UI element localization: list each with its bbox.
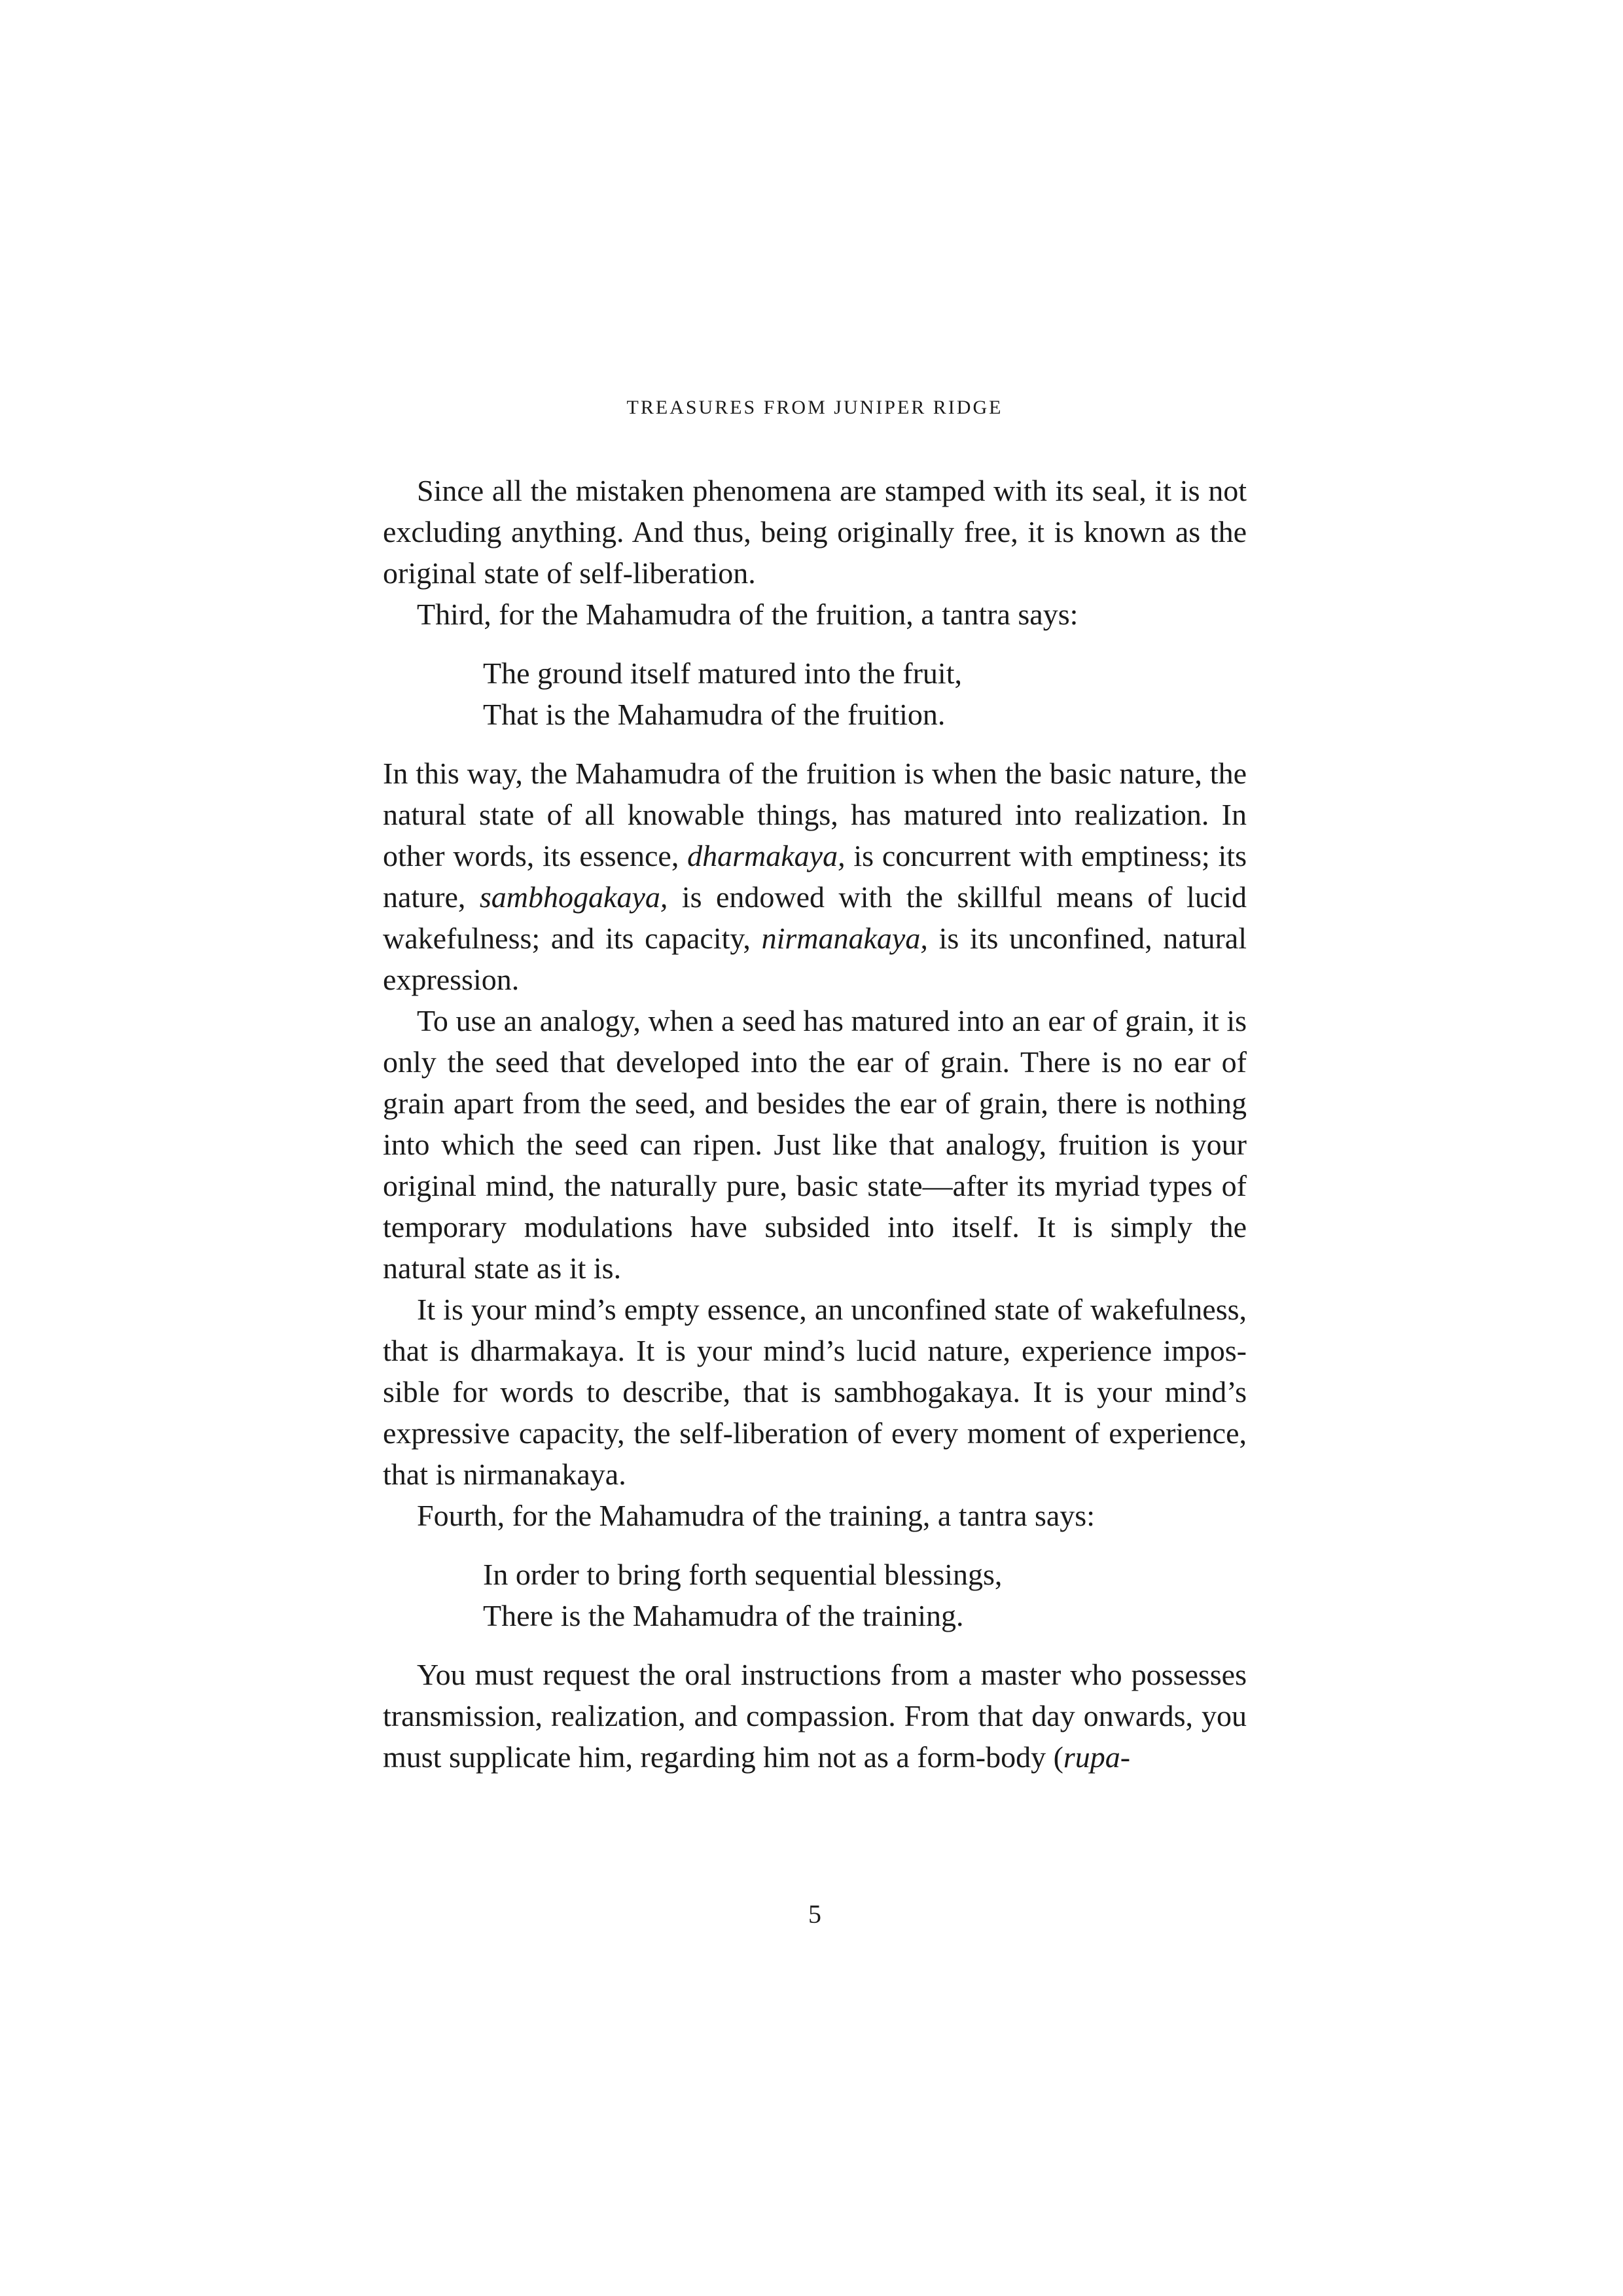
paragraph-3-text-4: is its unconfined, natural expression. [383,922,1247,996]
verse-quote-1 [483,653,1247,735]
term-rupa: rupa- [1063,1740,1131,1774]
paragraph-3-text-2: is concurrent with emptiness; its nature, [383,839,1247,914]
running-head: TREASURES FROM JUNIPER RIDGE [626,397,1003,418]
verse-1-line-2: That is the Mahamudra of the fruition. [483,698,946,731]
verse-2-line-1: In order to bring forth sequential blessings, [483,1558,1003,1591]
term-sambhogakaya: sambhogakaya, [479,880,668,914]
paragraph-2: Third, for the Mahamudra of the fruition, a tantra says: [417,598,1079,631]
paragraph-7 [383,1654,1247,1778]
paragraph-7-text-1: You must request the oral instructions from a master who possesses transmission, realization, and compassion. From that day onwards, you must supplicate him, regarding him not as a form-body ( [383,1658,1247,1774]
paragraph-3-text-3: is endowed with the skillful means of lucid wakefulness; and its capacity, [383,880,1247,955]
paragraph-3 [383,753,1247,1000]
paragraph-6: Fourth, for the Mahamudra of the training, a tantra says: [417,1499,1095,1532]
term-nirmanakaya: nirmanakaya, [761,922,928,955]
paragraph-1: Since all the mistaken phenomena are stamped with its seal, it is not excluding anything. And thus, being originally free, it is known as the original state of self-liberation. [383,474,1247,590]
paragraph-4: To use an analogy, when a seed has matured into an ear of grain, it is only the seed that developed into the ear of grain. There is no ear of grain apart from the seed, and besides the ear of grain, there is nothing into which the seed can ripen. Just like that analogy, fruition is your original mind, the naturally pure, basic state—after its myriad types of temporary modulations have subsided into itself. It is simply the natural state as it is. [383,1004,1247,1285]
body-text [383,470,1247,1778]
page-number: 5 [808,1899,821,1929]
verse-quote-2 [483,1554,1247,1636]
verse-2-line-2: There is the Mahamudra of the training. [483,1599,964,1632]
verse-1-line-1: The ground itself matured into the fruit, [483,656,962,690]
paragraph-5: It is your mind’s empty essence, an unconfined state of wakefulness, that is dharmakaya. It is your mind’s lucid nature, experience impossible for words to describe, that is sambhogakaya. It is your mind’s expressive capacity, the self-liberation of every moment of experience, that is nirmanakaya. [383,1293,1247,1491]
paragraph-3-text-1: In this way, the Mahamudra of the fruition is when the basic nature, the natural state of all knowable things, has matured into realization. In other words, its essence, [383,757,1247,872]
term-dharmakaya: dharmakaya, [687,839,846,872]
